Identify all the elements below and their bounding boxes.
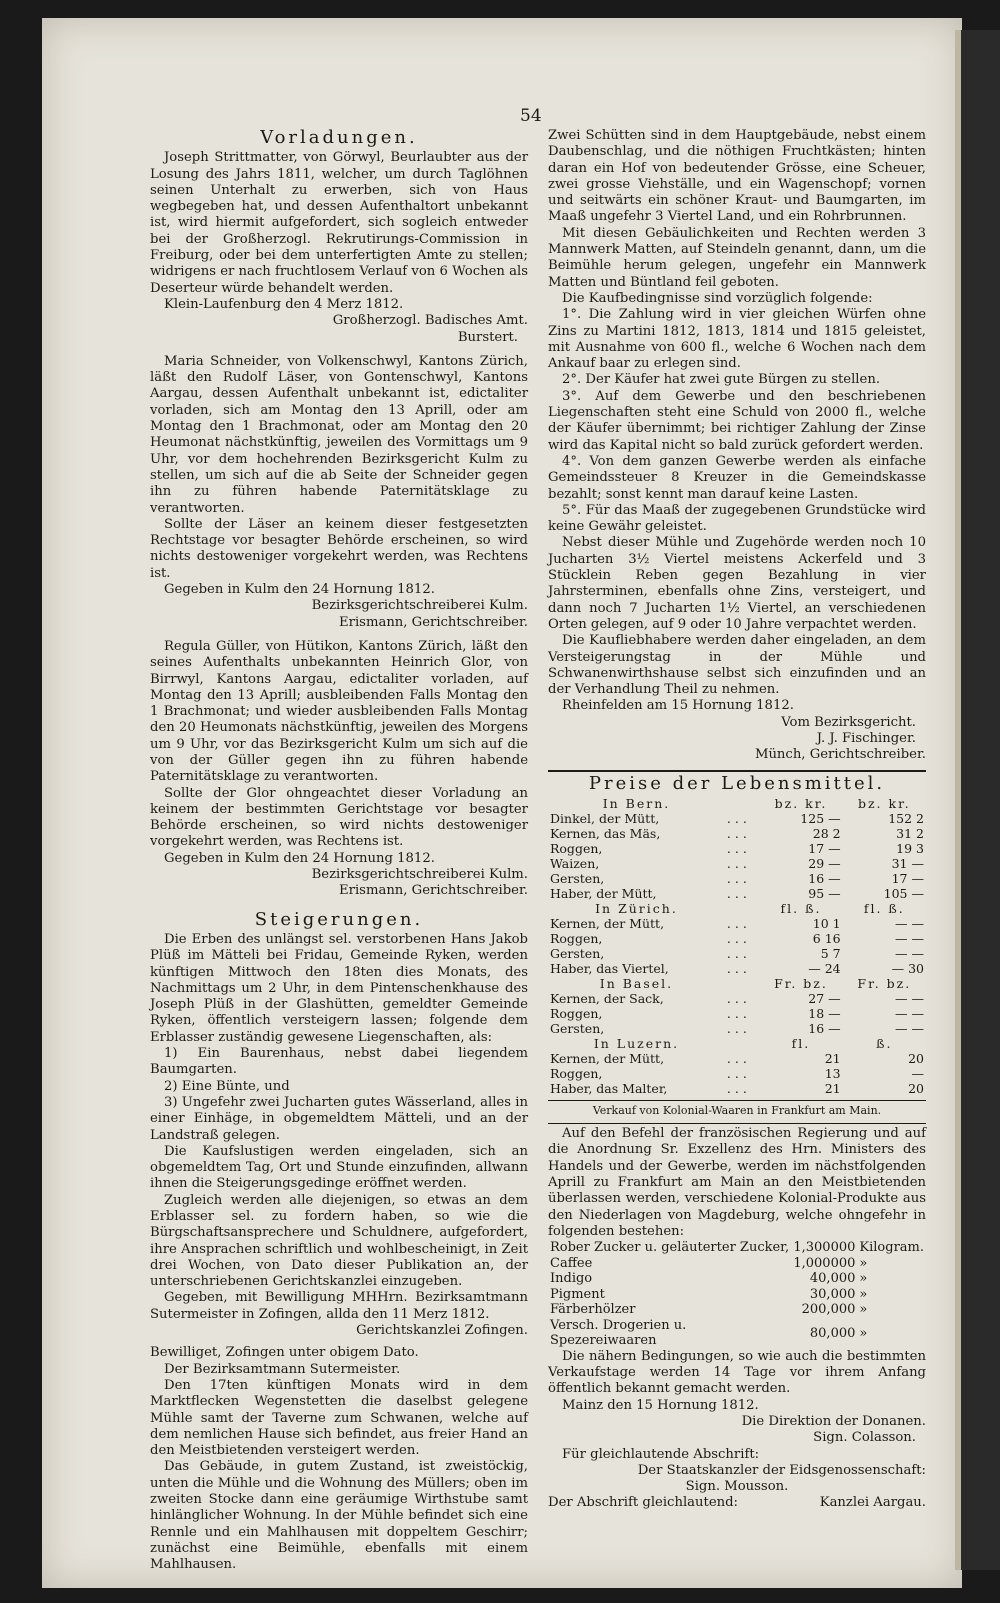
heading-kolonial: Verkauf von Kolonial-Waaren in Frankfurt am Main.	[592, 1103, 882, 1117]
notice-approval-sig: Der Bezirksamtmann Sutermeister.	[164, 1361, 401, 1377]
price-item: Roggen,	[550, 930, 603, 946]
price-value: 31 —	[891, 855, 924, 871]
notice-signature-name: Erismann, Gerichtschreiber.	[339, 883, 528, 899]
goods-item: Caffee	[550, 1255, 593, 1271]
condition-item: 2°. Der Käufer hat zwei gute Bürgen zu stellen.	[562, 372, 881, 388]
prices-unit: bz. kr.	[857, 795, 911, 811]
notice-conditions-intro: Die Kaufbedingnisse sind vorzüglich folgende:	[562, 290, 873, 306]
price-item: Haber, das Viertel,	[550, 960, 669, 976]
notice-muehle-cont: Zwei Schütten sind in dem Hauptgebäude, nebst einem Daubenschlag, und die nöthigen Fruchtkästen; hinten daran ein Hof von bedeutender Grösse, eine Scheuer, zwei grosse Viehställe, und ein Wagenschopf; vornen und seitwärts ein schöner Kraut- und Baumgarten, im Maaß ungefehr 3 Viertel Land, und ein Rohrbrunnen.	[548, 128, 926, 225]
table-row: Haber, der Mütt, . . . 95 — 105 —	[550, 885, 924, 901]
notice-signature: Bezirksgerichtschreiberei Kulm.	[311, 867, 528, 883]
prices-unit: Fr. bz.	[857, 975, 912, 991]
price-item: Roggen,	[550, 1065, 603, 1081]
price-value: — —	[895, 990, 924, 1006]
table-row	[548, 1271, 926, 1287]
table-row: Dinkel, der Mütt, . . . 125 — 152 2	[550, 810, 924, 826]
goods-item: Indigo	[550, 1271, 593, 1287]
copy-note-final: Der Abschrift gleichlautend:	[548, 1495, 738, 1511]
price-value: 21	[824, 1080, 841, 1096]
condition-item: 3°. Auf dem Gewerbe und den beschriebenen Liegenschaften steht eine Schuld von 2000 fl., welche der Käufer übernimmt; bei richtiger Zahlung der Zinse wird das Kapital nicht so bald zurück gefordert werden.	[548, 388, 926, 453]
notice-kolonial: Auf den Befehl der französischen Regierung und auf die Anordnung Sr. Exzellenz des Hrn. Ministers des Handels und der Gewerbe, werden im nächstfolgenden Aprill zu Frankfurt am Main an den Meistbietenden überlassen werden, verschiedene Kolonial-Produkte aus den Niederlagen von Magdeburg, welche ohngefehr in folgenden bestehen:	[548, 1126, 926, 1239]
notice-gueller: Regula Güller, von Hütikon, Kantons Zürich, läßt den seines Aufenthalts unbekannten Heinrich Glor, von Birrwyl, Kantons Aargau, edictaliter vorladen, auf Montag den 13 Aprill; ausbleibenden Falls Montag den 1 Brachmonat; und wieder ausbleibenden Falls Montag den 20 Heumonats nächstkünftig, jeweilen des Morgens um 9 Uhr, vor das Bezirksgericht Kulm um sich auf die von der Güller gegen ihn zu führen habende Paternitätsklage zu verantworten.	[150, 638, 528, 785]
table-row: Kernen, der Mütt, . . . 10 1 — —	[550, 915, 924, 931]
price-value: 105 —	[883, 885, 924, 901]
condition-item: 1°. Die Zahlung wird in vier gleichen Würfen ohne Zins zu Martini 1812, 1813, 1814 und 1815 geleistet, mit Ausnahme von 600 fl., welche 6 Wochen nach dem Ankauf baar zu erlegen sind.	[548, 307, 926, 372]
notice-creditors: Zugleich werden alle diejenigen, so etwas an dem Erblasser sel. zu fordern haben, so wie die Bürgschaftsansprechere und Schuldnere, aufgefordert, ihre Ansprachen schriftlich und wohlbescheinigt, in Zeit drei Wochen, von Dato dieser Publikation an, der unterschriebenen Gerichtskanzlei einzugeben.	[150, 1192, 528, 1290]
price-value: 13	[824, 1065, 841, 1081]
price-value: 21	[824, 1050, 841, 1066]
price-value: 31 2	[896, 825, 924, 841]
adjacent-page-edge	[955, 30, 1000, 1570]
right-column	[548, 128, 926, 1512]
price-item: Waizen,	[550, 855, 600, 871]
price-value: — —	[895, 1020, 924, 1036]
price-item: Kernen, das Mäs,	[550, 825, 661, 841]
prices-unit: fl. ß.	[863, 900, 905, 916]
list-item: 1) Ein Baurenhaus, nebst dabei liegendem Baumgarten.	[150, 1046, 528, 1078]
goods-qty: 1,300000	[793, 1240, 856, 1256]
heading-steigerungen: Steigerungen.	[254, 908, 424, 930]
notice-pluess: Die Erben des unlängst sel. verstorbenen Hans Jakob Plüß im Mätteli bei Fridau, Gemeinde Ryken, werden künftigen Mittwoch den 18ten dies Monats, des Nachmittags um 2 Uhr, in dem Pintenschenkhause des Joseph Plüß in der Glashütten, gemeldter Gemeinde Ryken, öffentlich versteigern lassen; folgende dem Erblasser zuständig gewesene Liegenschaften, als:	[150, 931, 528, 1045]
price-value: 19 3	[896, 840, 924, 856]
condition-item: 5°. Für das Maaß der zugegebenen Grundstücke wird keine Gewähr geleistet.	[548, 502, 926, 535]
page-number: 54	[520, 106, 542, 126]
notice-muehle-land: Mit diesen Gebäulichkeiten und Rechten werden 3 Mannwerk Matten, auf Steindeln genannt, dann, um die Beimühle herum gelegen, ungefehr ein Mannwerk Matten und Büntland feil geboten.	[548, 225, 926, 290]
prices-location-luzern: In Luzern.	[593, 1035, 680, 1051]
goods-item: Färberhölzer	[550, 1302, 636, 1318]
price-value: 152 2	[888, 810, 924, 826]
table-row	[548, 1318, 926, 1349]
left-column	[150, 128, 528, 1574]
notice-signature-name: Erismann, Gerichtschreiber.	[339, 614, 528, 630]
heading-prices: Preise der Lebensmittel.	[588, 772, 886, 794]
notice-buyers-invitation: Die Kaufliebhabere werden daher eingeladen, an dem Versteigerungstag in der Mühle und Schwanenwirthshause selbst sich einzufinden und an der Verhandlung Theil zu nehmen.	[548, 633, 926, 698]
goods-unit: »	[859, 1255, 868, 1271]
price-value: 17 —	[891, 870, 924, 886]
price-value: — —	[895, 1005, 924, 1021]
copy-note-authority: Der Staatskanzler der Eidsgenossenschaft:	[637, 1462, 926, 1478]
prices-location-zurich: In Zürich.	[595, 900, 678, 916]
price-value: 27 —	[808, 990, 841, 1006]
price-item: Haber, das Malter,	[550, 1080, 668, 1096]
goods-qty: 1,000000	[793, 1255, 856, 1271]
price-value: 16 —	[808, 1020, 841, 1036]
price-item: Gersten,	[550, 870, 605, 886]
notice-signature: Vom Bezirksgericht.	[781, 714, 916, 730]
prices-unit: Fr. bz.	[774, 975, 828, 991]
notice-signature-name: Münch, Gerichtschreiber.	[754, 747, 926, 763]
prices-location-basel: In Basel.	[599, 975, 674, 991]
heading-vorladungen: Vorladungen.	[260, 127, 418, 148]
table-row	[548, 1240, 926, 1256]
price-value: 20	[908, 1050, 924, 1066]
table-row: Haber, das Viertel, . . . — 24 — 30	[550, 960, 924, 976]
notice-date: Gegeben, mit Bewilligung MHHrn. Bezirksamtmann Sutermeister in Zofingen, allda den 11 Merz 1812.	[150, 1290, 528, 1322]
notice-date: Gegeben in Kulm den 24 Hornung 1812.	[164, 582, 435, 598]
price-value: —	[911, 1065, 924, 1081]
table-row: Haber, das Malter, . . . 21 20	[550, 1080, 924, 1096]
condition-item: 4°. Von dem ganzen Gewerbe werden als einfache Gemeindssteuer 8 Kreuzer in die Gemeindskasse bezahlt; sonst kennt man darauf keine Lasten.	[548, 453, 926, 502]
goods-qty: 80,000	[809, 1325, 856, 1341]
price-item: Kernen, der Mütt,	[550, 915, 665, 931]
goods-item: Pigment	[550, 1286, 605, 1302]
copy-note-chancery: Kanzlei Aargau.	[819, 1495, 926, 1511]
goods-item: Versch. Drogerien u. Spezereiwaaren	[550, 1317, 687, 1349]
section-divider	[548, 1123, 926, 1124]
notice-schneider-cont: Sollte der Läser an keinem dieser festgesetzten Rechtstage vor besagter Behörde erscheinen, so wird nichts destoweniger vorgekehrt werden, was Rechtens ist.	[150, 516, 528, 581]
goods-qty: 30,000	[809, 1286, 856, 1302]
list-item: 3) Ungefehr zwei Jucharten gutes Wässerland, alles in einer Einhäge, in obgemeldtem Mätteli, und an der Landstraß gelegen.	[150, 1094, 528, 1143]
price-value: 5 7	[820, 945, 841, 961]
notice-additional-land: Nebst dieser Mühle und Zugehörde werden noch 10 Jucharten 3½ Viertel meistens Ackerfeld und 3 Stücklein Reben gegen Bezahlung in vier Jahrsterminen, ebenfalls ohne Zins, versteigert, und dann noch 7 Jucharten 1½ Viertel, an verschiedenen Orten gelegen, auf 9 oder 10 Jahre verpachtet werden.	[548, 535, 926, 632]
table-row: Roggen, . . . 18 — — —	[550, 1005, 924, 1021]
notice-signature: Großherzogl. Badisches Amt.	[332, 313, 528, 329]
price-item: Gersten,	[550, 945, 605, 961]
notice-date: Rheinfelden am 15 Hornung 1812.	[562, 698, 794, 714]
price-value: 17 —	[808, 840, 841, 856]
goods-unit: »	[859, 1325, 868, 1341]
notice-signature: Die Direktion der Donanen.	[741, 1413, 926, 1429]
price-value: 95 —	[808, 885, 841, 901]
goods-qty: 200,000	[801, 1302, 856, 1318]
table-row: Gersten, . . . 16 — 17 —	[550, 870, 924, 886]
price-value: 6 16	[812, 930, 841, 946]
price-item: Kernen, der Mütt,	[550, 1050, 665, 1066]
section-divider	[548, 770, 926, 772]
price-value: 10 1	[812, 915, 841, 931]
price-item: Roggen,	[550, 840, 603, 856]
table-row: Roggen, . . . 6 16 — —	[550, 930, 924, 946]
prices-unit: fl. ß.	[780, 900, 822, 916]
price-value: — —	[895, 945, 924, 961]
price-value: 20	[908, 1080, 924, 1096]
price-value: 16 —	[808, 870, 841, 886]
notice-date: Mainz den 15 Hornung 1812.	[562, 1397, 759, 1413]
table-row: Gersten, . . . 16 — — —	[550, 1020, 924, 1036]
copy-note-signature: Sign. Mousson.	[685, 1479, 789, 1495]
table-row: Kernen, der Mütt, . . . 21 20	[550, 1050, 924, 1066]
prices-table	[548, 796, 926, 1096]
price-value: — 30	[891, 960, 924, 976]
notice-date: Klein-Laufenburg den 4 Merz 1812.	[164, 296, 404, 312]
notice-muehle: Den 17ten künftigen Monats wird in dem Marktflecken Wegenstetten die daselbst gelegene Mühle samt der Taverne zum Schwanen, welche auf dem nemlichen Hause sich befindet, aus freier Hand an den Meistbietenden versteigert werden.	[150, 1377, 528, 1459]
price-item: Dinkel, der Mütt,	[550, 810, 660, 826]
goods-item: Rober Zucker u. geläuterter Zucker,	[550, 1240, 790, 1256]
notice-schneider: Maria Schneider, von Volkenschwyl, Kantons Zürich, läßt den Rudolf Läser, von Gontenschwyl, Kantons Aargau, dessen Aufenthalt unbekannt ist, edictaliter vorladen, sich am Montag den 13 Aprill, oder am Montag den 1 Brachmonat, oder am Montag den 20 Heumonat nächstkünftig, jeweilen des Vormittags um 9 Uhr, vor dem hochehrenden Bezirksgericht Kulm zu stellen, um sich auf die ab Seite der Schneider gegen ihn zu führen habende Paternitätsklage zu verantworten.	[150, 353, 528, 516]
notice-approval: Bewilliget, Zofingen unter obigem Dato.	[150, 1345, 419, 1361]
price-item: Gersten,	[550, 1020, 605, 1036]
list-item: 2) Eine Bünte, und	[164, 1078, 290, 1094]
prices-unit: ß.	[876, 1035, 893, 1051]
goods-unit: »	[859, 1286, 868, 1302]
prices-unit: bz. kr.	[774, 795, 828, 811]
price-item: Kernen, der Sack,	[550, 990, 664, 1006]
notice-muehle-building: Das Gebäude, in gutem Zustand, ist zweistöckig, unten die Mühle und die Wohnung des Müllers; oben im zweiten Stocke dann eine geräumige Wirthstube samt hinlänglicher Wohnung. In der Mühle befindet sich eine Rennle und ein Mahlhausen mit doppeltem Geschirr; zunächst eine Beimühle, ebenfalls mit einem Mahlhausen.	[150, 1459, 528, 1573]
prices-location-bern: In Bern.	[602, 795, 671, 811]
prices-unit: fl.	[791, 1035, 811, 1051]
price-value: — —	[895, 915, 924, 931]
goods-unit: »	[859, 1302, 868, 1318]
notice-signature-name: Sign. Colasson.	[813, 1430, 916, 1446]
notice-gueller-cont: Sollte der Glor ohngeachtet dieser Vorladung an keinem der bestimmten Gerichtstage vor besagter Behörde erscheinen, so wird nichts destoweniger vorgekehrt werden, was Rechtens ist.	[150, 785, 528, 850]
price-item: Roggen,	[550, 1005, 603, 1021]
notice-strittmatter: Joseph Strittmatter, von Görwyl, Beurlaubter aus der Losung des Jahrs 1811, welcher, um durch Taglöhnen seinen Unterhalt zu erwerben, sich von Haus wegbegeben hat, und dessen Aufenthaltort unbekannt ist, wird hiermit aufgefordert, sich sogleich entweder bei der Großherzogl. Rekrutirungs-Commission in Freiburg, oder bei dem unterfertigten Amte zu stellen; widrigens er nach fruchtlosem Verlauf von 6 Wochen als Deserteur würde behandelt werden.	[150, 150, 528, 296]
table-row: Kernen, der Sack, . . . 27 — — —	[550, 990, 924, 1006]
table-row	[548, 1302, 926, 1318]
goods-qty: 40,000	[809, 1271, 856, 1287]
goods-unit: »	[859, 1271, 868, 1287]
notice-invitation: Die Kaufslustigen werden eingeladen, sich an obgemeldtem Tag, Ort und Stunde einzufinden, allwann ihnen die Steigerungsgedinge eröffnet werden.	[150, 1143, 528, 1192]
notice-signature: Gerichtskanzlei Zofingen.	[356, 1323, 528, 1339]
price-value: 29 —	[808, 855, 841, 871]
notice-kolonial-conditions: Die nähern Bedingungen, so wie auch die bestimmten Verkaufstage werden 14 Tage vor ihrem Anfang öffentlich bekannt gemacht werden.	[548, 1348, 926, 1397]
table-row: Roggen, . . . 17 — 19 3	[550, 840, 924, 856]
price-item: Haber, der Mütt,	[550, 885, 657, 901]
copy-note: Für gleichlautende Abschrift:	[562, 1446, 760, 1462]
notice-signature: Bezirksgerichtschreiberei Kulm.	[311, 598, 528, 614]
notice-signature-name: J. J. Fischinger.	[816, 730, 916, 746]
price-value: — —	[895, 930, 924, 946]
table-row: Gersten, . . . 5 7 — —	[550, 945, 924, 961]
price-value: 125 —	[800, 810, 841, 826]
table-row	[548, 1256, 926, 1272]
notice-date: Gegeben in Kulm den 24 Hornung 1812.	[164, 850, 435, 866]
price-value: — 24	[808, 960, 841, 976]
section-divider	[548, 1100, 926, 1101]
goods-table	[548, 1240, 926, 1349]
price-value: 28 2	[812, 825, 841, 841]
notice-signature-name: Burstert.	[457, 329, 518, 345]
table-row: Roggen, . . . 13 —	[550, 1065, 924, 1081]
goods-unit: Kilogram.	[859, 1240, 924, 1256]
price-value: 18 —	[808, 1005, 841, 1021]
table-row	[548, 1287, 926, 1303]
table-row: Kernen, das Mäs, . . . 28 2 31 2	[550, 825, 924, 841]
table-row: Waizen, . . . 29 — 31 —	[550, 855, 924, 871]
